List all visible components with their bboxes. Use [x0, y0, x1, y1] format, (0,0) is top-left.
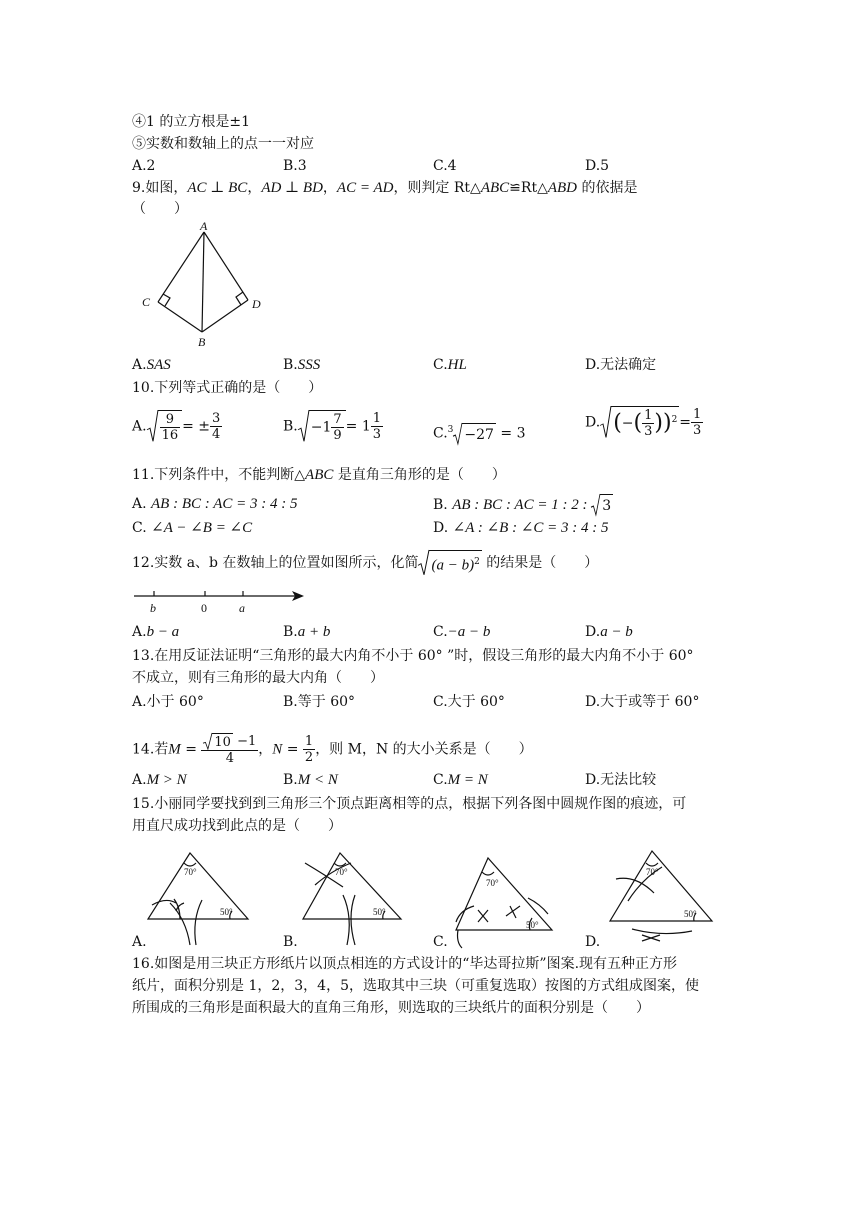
q9-cond-1: AC ⊥ BC [187, 180, 248, 196]
q14-a-value: M > N [146, 772, 187, 788]
q10-c-eq: = 3 [495, 425, 526, 442]
q12-option-a[interactable] [132, 622, 179, 642]
q9-option-d[interactable]: D.无法确定 [585, 357, 657, 373]
q12-option-c[interactable] [433, 622, 490, 642]
q14-option-a[interactable] [132, 770, 187, 790]
q9-cond-3: AC = AD [336, 180, 394, 196]
q12-c-value: −a − b [447, 624, 491, 640]
q14-pre: 14.若 [132, 741, 169, 758]
q14-n-num: 1 [304, 734, 314, 749]
q10-d-radical: (−( $\frac{1}{3}$ ))$^2$ [600, 406, 679, 439]
q8-option-c[interactable]: C.4 [433, 158, 457, 174]
q12-stem [132, 550, 598, 576]
q11-b-value: AB : BC : AC = 1 : 2 : [452, 497, 592, 513]
q8-option-b[interactable]: B.3 [283, 158, 307, 174]
q13-stem-2: 不成立，则有三角形的最大内角（ ） [132, 670, 384, 686]
q12-post: 的结果是（ ） [481, 554, 599, 571]
q11-b-letter: B. [433, 497, 453, 513]
q10-c-index: 3 [447, 425, 454, 435]
q12-a-letter: A. [132, 624, 147, 640]
q10-stem: 10.下列等式正确的是（ ） [132, 380, 323, 396]
q12-exp: 2 [474, 557, 480, 567]
q14-m: M [168, 741, 181, 758]
q11-option-a[interactable] [132, 494, 298, 514]
q14-n: N [272, 741, 283, 758]
q14-option-c[interactable] [433, 770, 488, 790]
q13-option-c[interactable]: C.大于 60° [433, 694, 505, 710]
q10-d-exp: 2 [671, 414, 678, 425]
q13-stem-1: 13.在用反证法证明“三角形的最大内角不小于 60° ”时，假设三角形的最大内角不小于 60° [132, 648, 694, 664]
q15-option-c[interactable]: C. [433, 934, 448, 950]
q9-prefix: 9.如图， [132, 180, 188, 196]
q9-label-c: C [142, 295, 151, 309]
q10-b-pre: −1 [310, 419, 332, 436]
q13-option-a[interactable]: A.小于 60° [132, 694, 204, 710]
q14-eq: = [180, 741, 202, 758]
q9-cond-2: AD ⊥ BD [261, 180, 323, 196]
q10-c-letter: C. [433, 425, 448, 442]
q12-axis-zero: 0 [201, 601, 207, 615]
q12-axis-a: a [239, 601, 245, 615]
q11-option-d[interactable] [433, 518, 609, 538]
q12-d-letter: D. [585, 624, 601, 640]
q10-d-den: 3 [644, 424, 653, 439]
q12-b-value: a + b [297, 624, 331, 640]
q15-figure-d[interactable] [602, 845, 722, 950]
q9-sep-1: ， [247, 180, 262, 196]
q9-option-b-value: SSS [297, 357, 321, 373]
q11-option-b[interactable] [433, 494, 613, 516]
q11-d-letter: D. [433, 520, 453, 536]
q10-a-radical [147, 410, 183, 443]
q11-c-value: ∠A − ∠B = ∠C [151, 520, 253, 536]
q15-a-angle-top: 70° [184, 867, 197, 877]
statement-4: ④1 的立方根是±1 [132, 114, 250, 130]
q11-b-radical [591, 494, 613, 516]
q10-c-radical [453, 423, 496, 445]
q15-figure-c[interactable] [448, 850, 568, 950]
q14-eq2: = [282, 741, 303, 758]
q14-b-letter: B. [283, 772, 298, 788]
q11-a-value: AB : BC : AC = 3 : 4 : 5 [151, 496, 298, 512]
q13-option-d[interactable]: D.大于或等于 60° [585, 694, 700, 710]
q13-option-b[interactable]: B.等于 60° [283, 694, 356, 710]
q15-b-angle-top: 70° [335, 867, 348, 877]
q9-congruent: ≌Rt△ [509, 180, 548, 196]
q9-option-b-letter: B. [283, 357, 298, 373]
q10-b-num: 7 [333, 412, 342, 427]
q9-label-d: D [252, 297, 261, 311]
q15-option-a[interactable]: A. [132, 934, 147, 950]
q12-a-value: b − a [146, 624, 180, 640]
q8-option-d[interactable]: D.5 [585, 158, 610, 174]
q11-b-radicand: 3 [600, 494, 613, 516]
q14-option-d[interactable]: D.无法比较 [585, 772, 657, 788]
q10-d-num: 1 [644, 408, 653, 423]
q12-number-line [132, 585, 312, 617]
q14-radicand: 10 [214, 735, 231, 750]
q14-c-value: M = N [447, 772, 488, 788]
q11-a-letter: A. [132, 496, 152, 512]
q10-option-d[interactable] [585, 406, 703, 439]
q14-a-letter: A. [132, 772, 147, 788]
q10-option-a[interactable] [132, 410, 222, 443]
q8-option-a[interactable]: A.2 [132, 158, 156, 174]
q12-option-d[interactable] [585, 622, 633, 642]
q9-option-c-letter: C. [433, 357, 448, 373]
q11-pre: 11.下列条件中，不能判断△ [132, 467, 306, 483]
q11-abc: ABC [305, 467, 334, 483]
q10-b-letter: B. [283, 418, 298, 435]
q9-mid: ，则判定 Rt△ [393, 180, 481, 196]
q12-b-letter: B. [283, 624, 298, 640]
q14-stem [132, 733, 533, 766]
q9-triangle-abc: ABC [480, 180, 510, 196]
q9-option-c[interactable] [433, 355, 467, 375]
q9-triangle-abd: ABD [547, 180, 578, 196]
q10-d-letter: D. [585, 414, 601, 431]
q10-a-rnum: 3 [212, 411, 221, 426]
q14-den: 4 [225, 751, 234, 766]
q14-option-b[interactable] [283, 770, 338, 790]
q10-a-den: 16 [161, 428, 179, 443]
q11-c-letter: C. [132, 520, 152, 536]
q15-figure-a[interactable] [140, 845, 260, 950]
q10-a-num: 9 [160, 412, 181, 428]
q10-b-rnum: 1 [372, 411, 382, 426]
q9-figure [140, 220, 270, 350]
q14-c-letter: C. [433, 772, 448, 788]
q14-n-den: 2 [304, 750, 314, 765]
q15-option-b[interactable]: B. [283, 934, 298, 950]
q10-a-rden: 4 [212, 427, 221, 442]
q15-d-angle-bot: 50° [684, 909, 697, 919]
q14-m-fraction [201, 733, 258, 766]
q10-a-eq: = ± [182, 418, 211, 435]
q12-pre: 12.实数 a、b 在数轴上的位置如图所示，化简 [132, 554, 419, 571]
q16-stem-1: 16.如图是用三块正方形纸片以顶点相连的方式设计的“毕达哥拉斯”图案.现有五种正方形 [132, 956, 678, 972]
q10-d-rden: 3 [693, 423, 702, 438]
q12-c-letter: C. [433, 624, 448, 640]
q15-figure-b[interactable] [295, 845, 415, 950]
q9-stem [132, 178, 637, 198]
q9-sep-2: ， [322, 180, 337, 196]
q15-c-angle-bot: 50° [526, 920, 539, 930]
q11-d-value: ∠A : ∠B : ∠C = 3 : 4 : 5 [452, 520, 609, 536]
q9-option-c-value: HL [447, 357, 467, 373]
q15-option-d[interactable]: D. [585, 934, 601, 950]
q10-a-letter: A. [132, 418, 147, 435]
q9-option-a-value: SAS [146, 357, 171, 373]
q9-paren: （ ） [132, 201, 188, 217]
q9-label-a: A [200, 219, 208, 233]
q10-d-eq: = [679, 414, 692, 431]
q9-end: 的依据是 [577, 180, 638, 196]
q14-minus: −1 [232, 734, 257, 749]
q11-post: 是直角三角形的是（ ） [333, 467, 506, 483]
q10-b-eq: = 1 [345, 418, 371, 435]
q16-stem-2: 纸片，面积分别是 1，2，3，4，5，选取其中三块（可重复选取）按图的方式组成图案，使 [132, 978, 699, 994]
q12-axis-b: b [150, 601, 156, 615]
q9-option-a[interactable] [132, 355, 171, 375]
q11-stem [132, 465, 506, 485]
q15-stem-2: 用直尺成功找到此点的是（ ） [132, 818, 342, 834]
q15-d-angle-top: 70° [646, 867, 659, 877]
q10-d-pre: − [621, 415, 634, 432]
q15-c-angle-top: 70° [486, 878, 499, 888]
q16-stem-3: 所围成的三角形是面积最大的直角三角形，则选取的三块纸片的面积分别是（ ） [132, 1000, 650, 1016]
q10-c-inner: −27 [462, 423, 496, 445]
q10-b-radical [298, 410, 346, 443]
q14-post: ，则 M，N 的大小关系是（ ） [315, 741, 533, 758]
q14-b-value: M < N [297, 772, 338, 788]
q12-d-value: a − b [600, 624, 633, 640]
q15-stem-1: 15.小丽同学要找到到三角形三个顶点距离相等的点，根据下列各图中圆规作图的痕迹，可 [132, 796, 687, 812]
q10-b-rden: 3 [372, 427, 382, 442]
q12-radical [418, 550, 481, 576]
q12-option-b[interactable] [283, 622, 330, 642]
q10-b-den: 9 [333, 428, 342, 443]
statement-5: ⑤实数和数轴上的点一一对应 [132, 136, 314, 152]
q11-option-c[interactable] [132, 518, 252, 538]
q10-option-b[interactable] [283, 410, 383, 443]
q10-d-rnum: 1 [693, 407, 702, 422]
q9-label-b: B [198, 335, 206, 349]
q15-b-angle-bot: 50° [373, 907, 386, 917]
q9-option-b[interactable] [283, 355, 320, 375]
q10-option-c[interactable] [433, 420, 526, 445]
q9-option-a-letter: A. [132, 357, 147, 373]
q12-radicand: (a − b) [431, 557, 475, 574]
q15-a-angle-bot: 50° [220, 907, 233, 917]
q14-sep: ， [258, 741, 273, 758]
